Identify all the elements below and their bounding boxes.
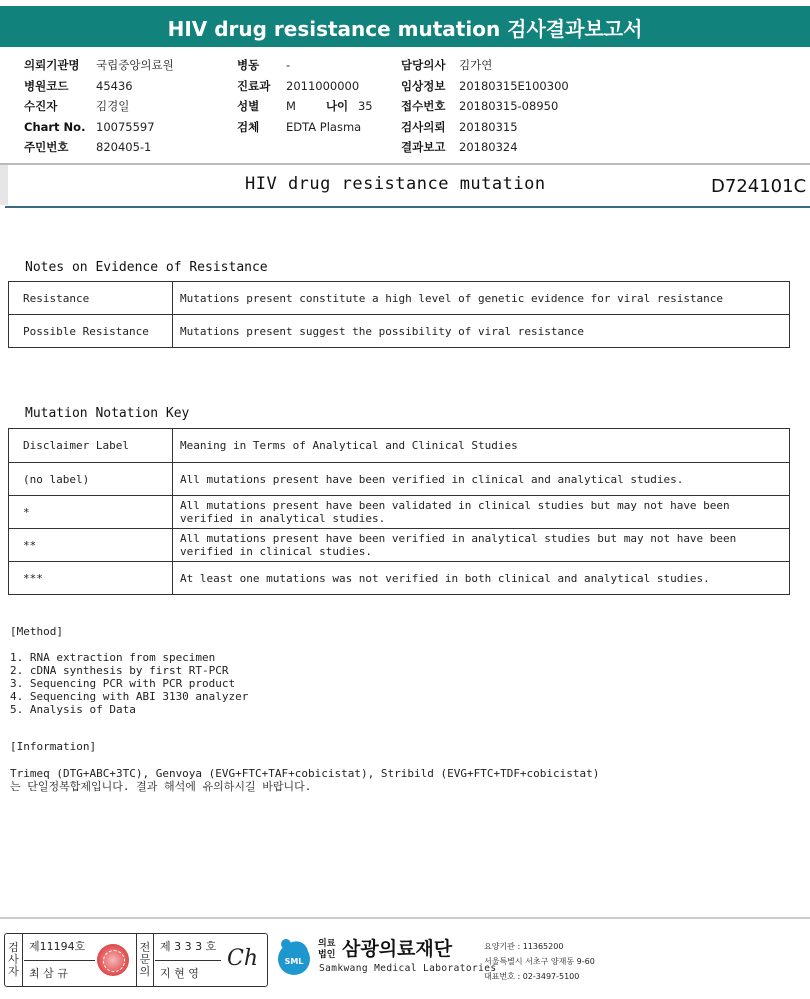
- info-value: 국립중앙의료원: [96, 58, 174, 72]
- report-code: D724101C: [711, 176, 807, 197]
- info-value: 20180324: [459, 140, 518, 154]
- information-line: 는 단일정복합제입니다. 결과 해석에 유의하시길 바랍니다.: [10, 780, 312, 793]
- info-label: 의뢰기관명: [24, 58, 80, 72]
- org-english-name: Samkwang Medical Laboratories: [319, 963, 497, 974]
- table-cell-value: All mutations present have been validated in clinical studies but may not have been verified in analytical studies.: [173, 496, 790, 529]
- age-label: 나이: [325, 99, 349, 113]
- table-row: [9, 429, 790, 463]
- org-name: 삼광의료재단: [342, 938, 453, 960]
- info-value: 김가연: [459, 58, 493, 72]
- info-label: 수진자: [24, 99, 58, 113]
- report-title: HIV drug resistance mutation: [245, 174, 546, 194]
- info-row-resident-no: [24, 137, 174, 158]
- table-cell-key: Resistance: [9, 282, 173, 315]
- logo-text: SML: [284, 957, 304, 966]
- info-label: 접수번호: [401, 99, 446, 113]
- info-label: 진료과: [237, 78, 271, 93]
- info-value: 820405-1: [96, 140, 152, 154]
- info-value: 2011000000: [286, 78, 360, 93]
- patient-info-column-1: [24, 55, 174, 158]
- patient-info-column-3: [401, 55, 569, 158]
- method-step: 5. Analysis of Data: [10, 703, 136, 716]
- org-contact: [484, 939, 595, 984]
- examiner-label-char: 자: [8, 965, 19, 978]
- info-row-department: [237, 76, 373, 97]
- table-row: [9, 529, 790, 562]
- specialist-label: [136, 934, 154, 986]
- evidence-section-title: Notes on Evidence of Resistance: [25, 260, 268, 275]
- examiner-license: 제11194호: [29, 940, 86, 953]
- info-label: 담당의사: [401, 58, 446, 72]
- header-divider: [0, 163, 810, 165]
- table-cell-key: Disclaimer Label: [9, 429, 173, 463]
- table-row: [9, 562, 790, 595]
- info-value: 45436: [96, 78, 133, 93]
- method-step: 1. RNA extraction from specimen: [10, 651, 216, 664]
- info-label: 검체: [237, 119, 260, 134]
- info-value: 20180315E100300: [459, 78, 569, 93]
- table-row: [9, 463, 790, 496]
- information-text: [10, 767, 599, 793]
- specialist-label-char: 문: [139, 953, 151, 966]
- specialist-license: 제 3 3 3 호: [160, 940, 217, 953]
- info-row-sex-age: [237, 96, 373, 117]
- table-cell-key: (no label): [9, 463, 173, 496]
- report-header-title: HIV drug resistance mutation 검사결과보고서: [0, 0, 810, 47]
- specialist-name: 지 현 영: [160, 967, 199, 980]
- table-row: [9, 315, 790, 348]
- page-shade: [0, 165, 8, 205]
- info-value: 20180315: [459, 119, 518, 134]
- info-row-clinical-info: [401, 76, 569, 97]
- information-title: [Information]: [10, 740, 97, 753]
- table-cell-value: Meaning in Terms of Analytical and Clinical Studies: [173, 429, 790, 463]
- info-row-chart-no: [24, 117, 174, 138]
- info-label: 병원코드: [24, 78, 69, 93]
- info-label: 성별: [237, 99, 260, 113]
- info-row-institution: [24, 55, 174, 76]
- method-title: [Method]: [10, 625, 63, 638]
- notation-section-title: Mutation Notation Key: [25, 406, 190, 421]
- table-row: [9, 282, 790, 315]
- info-label: 결과보고: [401, 140, 446, 154]
- notation-table: [8, 428, 790, 595]
- method-step: 4. Sequencing with ABI 3130 analyzer: [10, 690, 249, 703]
- info-label: 병동: [237, 58, 260, 72]
- table-cell-key: *: [9, 496, 173, 529]
- org-contact-line: 대표번호 : 02-3497-5100: [484, 972, 580, 981]
- specialist-label-char: 의: [139, 965, 151, 978]
- info-row-request-date: [401, 117, 569, 138]
- specialist-signature: Ch: [227, 946, 259, 971]
- info-row-specimen: [237, 117, 373, 138]
- info-row-hospital-code: [24, 76, 174, 97]
- footer-divider: [0, 917, 810, 919]
- table-cell-value: Mutations present constitute a high level of genetic evidence for viral resistance: [173, 282, 790, 315]
- table-row: [9, 496, 790, 529]
- info-label: 임상정보: [401, 78, 446, 93]
- info-label: 검사의뢰: [401, 119, 446, 134]
- org-contact-line: 요양기관 : 11365200: [484, 942, 564, 951]
- info-value: 김경일: [96, 99, 130, 113]
- info-row-doctor: [401, 55, 569, 76]
- table-cell-key: **: [9, 529, 173, 562]
- org-contact-line: 서울특별시 서초구 양재동 9-60: [484, 957, 595, 966]
- age-value: 35: [357, 99, 373, 113]
- org-type-line: 법인: [318, 950, 336, 960]
- official-seal: [97, 944, 129, 976]
- examiner-name: 최 삼 규: [29, 967, 68, 980]
- org-type: [318, 939, 335, 961]
- method-step: 3. Sequencing PCR with PCR product: [10, 677, 236, 690]
- table-cell-value: Mutations present suggest the possibility of viral resistance: [173, 315, 790, 348]
- info-label: 주민번호: [24, 140, 69, 154]
- info-row-receipt-no: [401, 96, 569, 117]
- examiner-label: [5, 934, 23, 986]
- info-row-patient: [24, 96, 174, 117]
- evidence-table: [8, 281, 790, 348]
- info-value: -: [286, 58, 291, 72]
- info-value: EDTA Plasma: [286, 119, 362, 134]
- info-value: M: [286, 99, 296, 113]
- specialist-label-char: 전: [139, 941, 151, 954]
- table-cell-value: All mutations present have been verified in clinical and analytical studies.: [173, 463, 790, 496]
- method-step: 2. cDNA synthesis by first RT-PCR: [10, 664, 229, 677]
- info-row-report-date: [401, 137, 569, 158]
- examiner-label-char: 검: [8, 941, 19, 954]
- patient-info-column-2: [237, 55, 373, 137]
- sml-logo-icon: [272, 935, 314, 977]
- table-cell-value: All mutations present have been verified in analytical studies but may not have been verified in clinical studies.: [173, 529, 790, 562]
- table-cell-value: At least one mutations was not verified in both clinical and analytical studies.: [173, 562, 790, 595]
- org-type-line: 의료: [318, 939, 336, 949]
- info-row-ward: [237, 55, 373, 76]
- info-value: 10075597: [96, 119, 155, 134]
- info-value: 20180315-08950: [459, 99, 559, 113]
- table-cell-key: Possible Resistance: [9, 315, 173, 348]
- examiner-label-char: 사: [8, 953, 19, 966]
- information-line: Trimeq (DTG+ABC+3TC), Genvoya (EVG+FTC+TAF+cobicistat), Stribild (EVG+FTC+TDF+cobicistat): [10, 767, 600, 780]
- signature-box: [4, 933, 268, 987]
- info-label: Chart No.: [24, 119, 86, 134]
- table-cell-key: ***: [9, 562, 173, 595]
- title-rule: [5, 206, 810, 208]
